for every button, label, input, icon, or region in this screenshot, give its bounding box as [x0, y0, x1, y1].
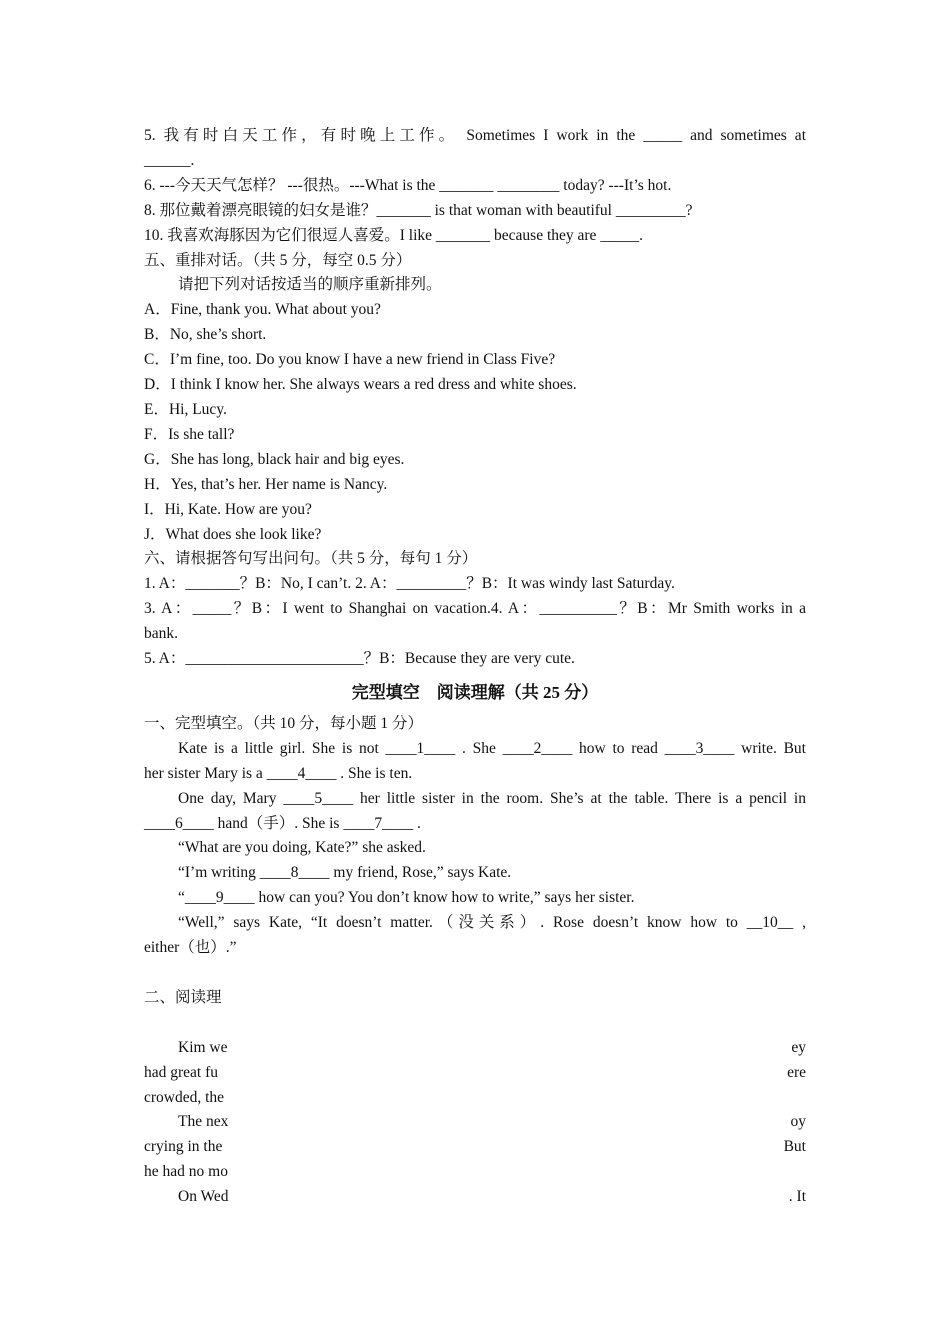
option-b: B．No, she’s short.	[144, 326, 267, 344]
option-d: D．I think I know her. She always wears a red dress and white shoes.	[144, 376, 577, 394]
reading-row-left: he had no mo	[144, 1163, 228, 1181]
cloze-p5: “____9____ how can you? You don’t know how to write,” says her sister.	[178, 889, 635, 907]
option-e: E．Hi, Lucy.	[144, 400, 227, 418]
reading-row-left: crowded, the	[144, 1088, 225, 1106]
reading-row-left: On Wed	[178, 1188, 229, 1206]
reading-row	[144, 1061, 806, 1086]
reading-row-left: had great fu	[144, 1063, 219, 1081]
item-q5-line1: 5. 我有时白天工作，有时晚上工作。 Sometimes I work in the _____ and sometimes at	[144, 127, 806, 144]
part-title: 完型填空 阅读理解（共 25 分）	[351, 682, 599, 702]
cloze-p2a: One day, Mary ____5____ her little sister in the room. She’s at the table. There is a pencil in	[178, 789, 806, 807]
cloze-p4: “I’m writing ____8____ my friend, Rose,” says Kate.	[178, 864, 512, 882]
section6-line1: 1. A：_______？B：No, I can’t. 2. A：_________？B：It was windy last Saturday.	[144, 575, 675, 593]
reading-row	[144, 1135, 806, 1160]
option-c: C．I’m fine, too. Do you know I have a new friend in Class Five?	[144, 351, 556, 369]
section6-line3: 5. A：_______________________？B：Because they are very cute.	[144, 650, 575, 668]
reading-row-left: The nex	[178, 1113, 229, 1131]
reading-row-left: crying in the	[144, 1138, 223, 1156]
reading-row	[144, 1160, 806, 1185]
section5-title: 五、重排对话。（共 5 分，每空 0.5 分）	[144, 251, 412, 269]
reading-row-right: ere	[787, 1063, 806, 1081]
section6-line2b: bank.	[144, 625, 179, 643]
cloze-p2b: ____6____ hand（手）. She is ____7____ .	[144, 814, 421, 832]
reading-row-right: But	[783, 1138, 806, 1156]
item-q8: 8. 那位戴着漂亮眼镜的妇女是谁？_______ is that woman with beautiful _________?	[144, 201, 693, 219]
cloze-p1b: her sister Mary is a ____4____ . She is ten.	[144, 764, 413, 782]
option-a: A．Fine, thank you. What about you?	[144, 301, 381, 319]
section5-instruction: 请把下列对话按适当的顺序重新排列。	[178, 276, 442, 294]
option-j: J．What does she look like?	[144, 525, 322, 543]
option-f: F．Is she tall?	[144, 425, 235, 443]
cloze-p3: “What are you doing, Kate?” she asked.	[178, 839, 426, 857]
option-i: I．Hi, Kate. How are you?	[144, 500, 312, 518]
section6-title: 六、请根据答句写出问句。（共 5 分，每句 1 分）	[144, 550, 478, 568]
option-g: G．She has long, black hair and big eyes.	[144, 450, 405, 468]
section6-line2a: 3. A：_____？B：I went to Shanghai on vacation.4. A：__________？B：Mr Smith works in a	[144, 600, 806, 618]
document-page	[144, 124, 806, 1210]
item-q5-line2: ______.	[144, 151, 195, 169]
reading-title: 二、阅读理	[144, 988, 222, 1006]
reading-row	[144, 1086, 806, 1111]
item-q6: 6. ---今天天气怎样？ ---很热。---What is the _______ ________ today? ---It’s hot.	[144, 176, 672, 194]
item-q10: 10. 我喜欢海豚因为它们很逗人喜爱。I like _______ because they are _____.	[144, 226, 643, 244]
reading-row-right: ey	[791, 1038, 806, 1056]
cloze-p6b: either（也）.”	[144, 939, 237, 957]
reading-row	[144, 1036, 806, 1061]
cloze-p6a: “Well,” says Kate, “It doesn’t matter.（没关系）. Rose doesn’t know how to __10__ ,	[178, 914, 806, 932]
cloze-title: 一、完型填空。（共 10 分，每小题 1 分）	[144, 714, 424, 732]
reading-row	[144, 1185, 806, 1210]
reading-row	[144, 1110, 806, 1135]
reading-row-right: oy	[790, 1113, 806, 1131]
option-h: H．Yes, that’s her. Her name is Nancy.	[144, 475, 388, 493]
reading-row-left: Kim we	[178, 1038, 228, 1056]
cloze-p1a: Kate is a little girl. She is not ____1____ . She ____2____ how to read ____3____ write. But	[178, 739, 806, 757]
reading-row-right: . It	[788, 1188, 806, 1206]
